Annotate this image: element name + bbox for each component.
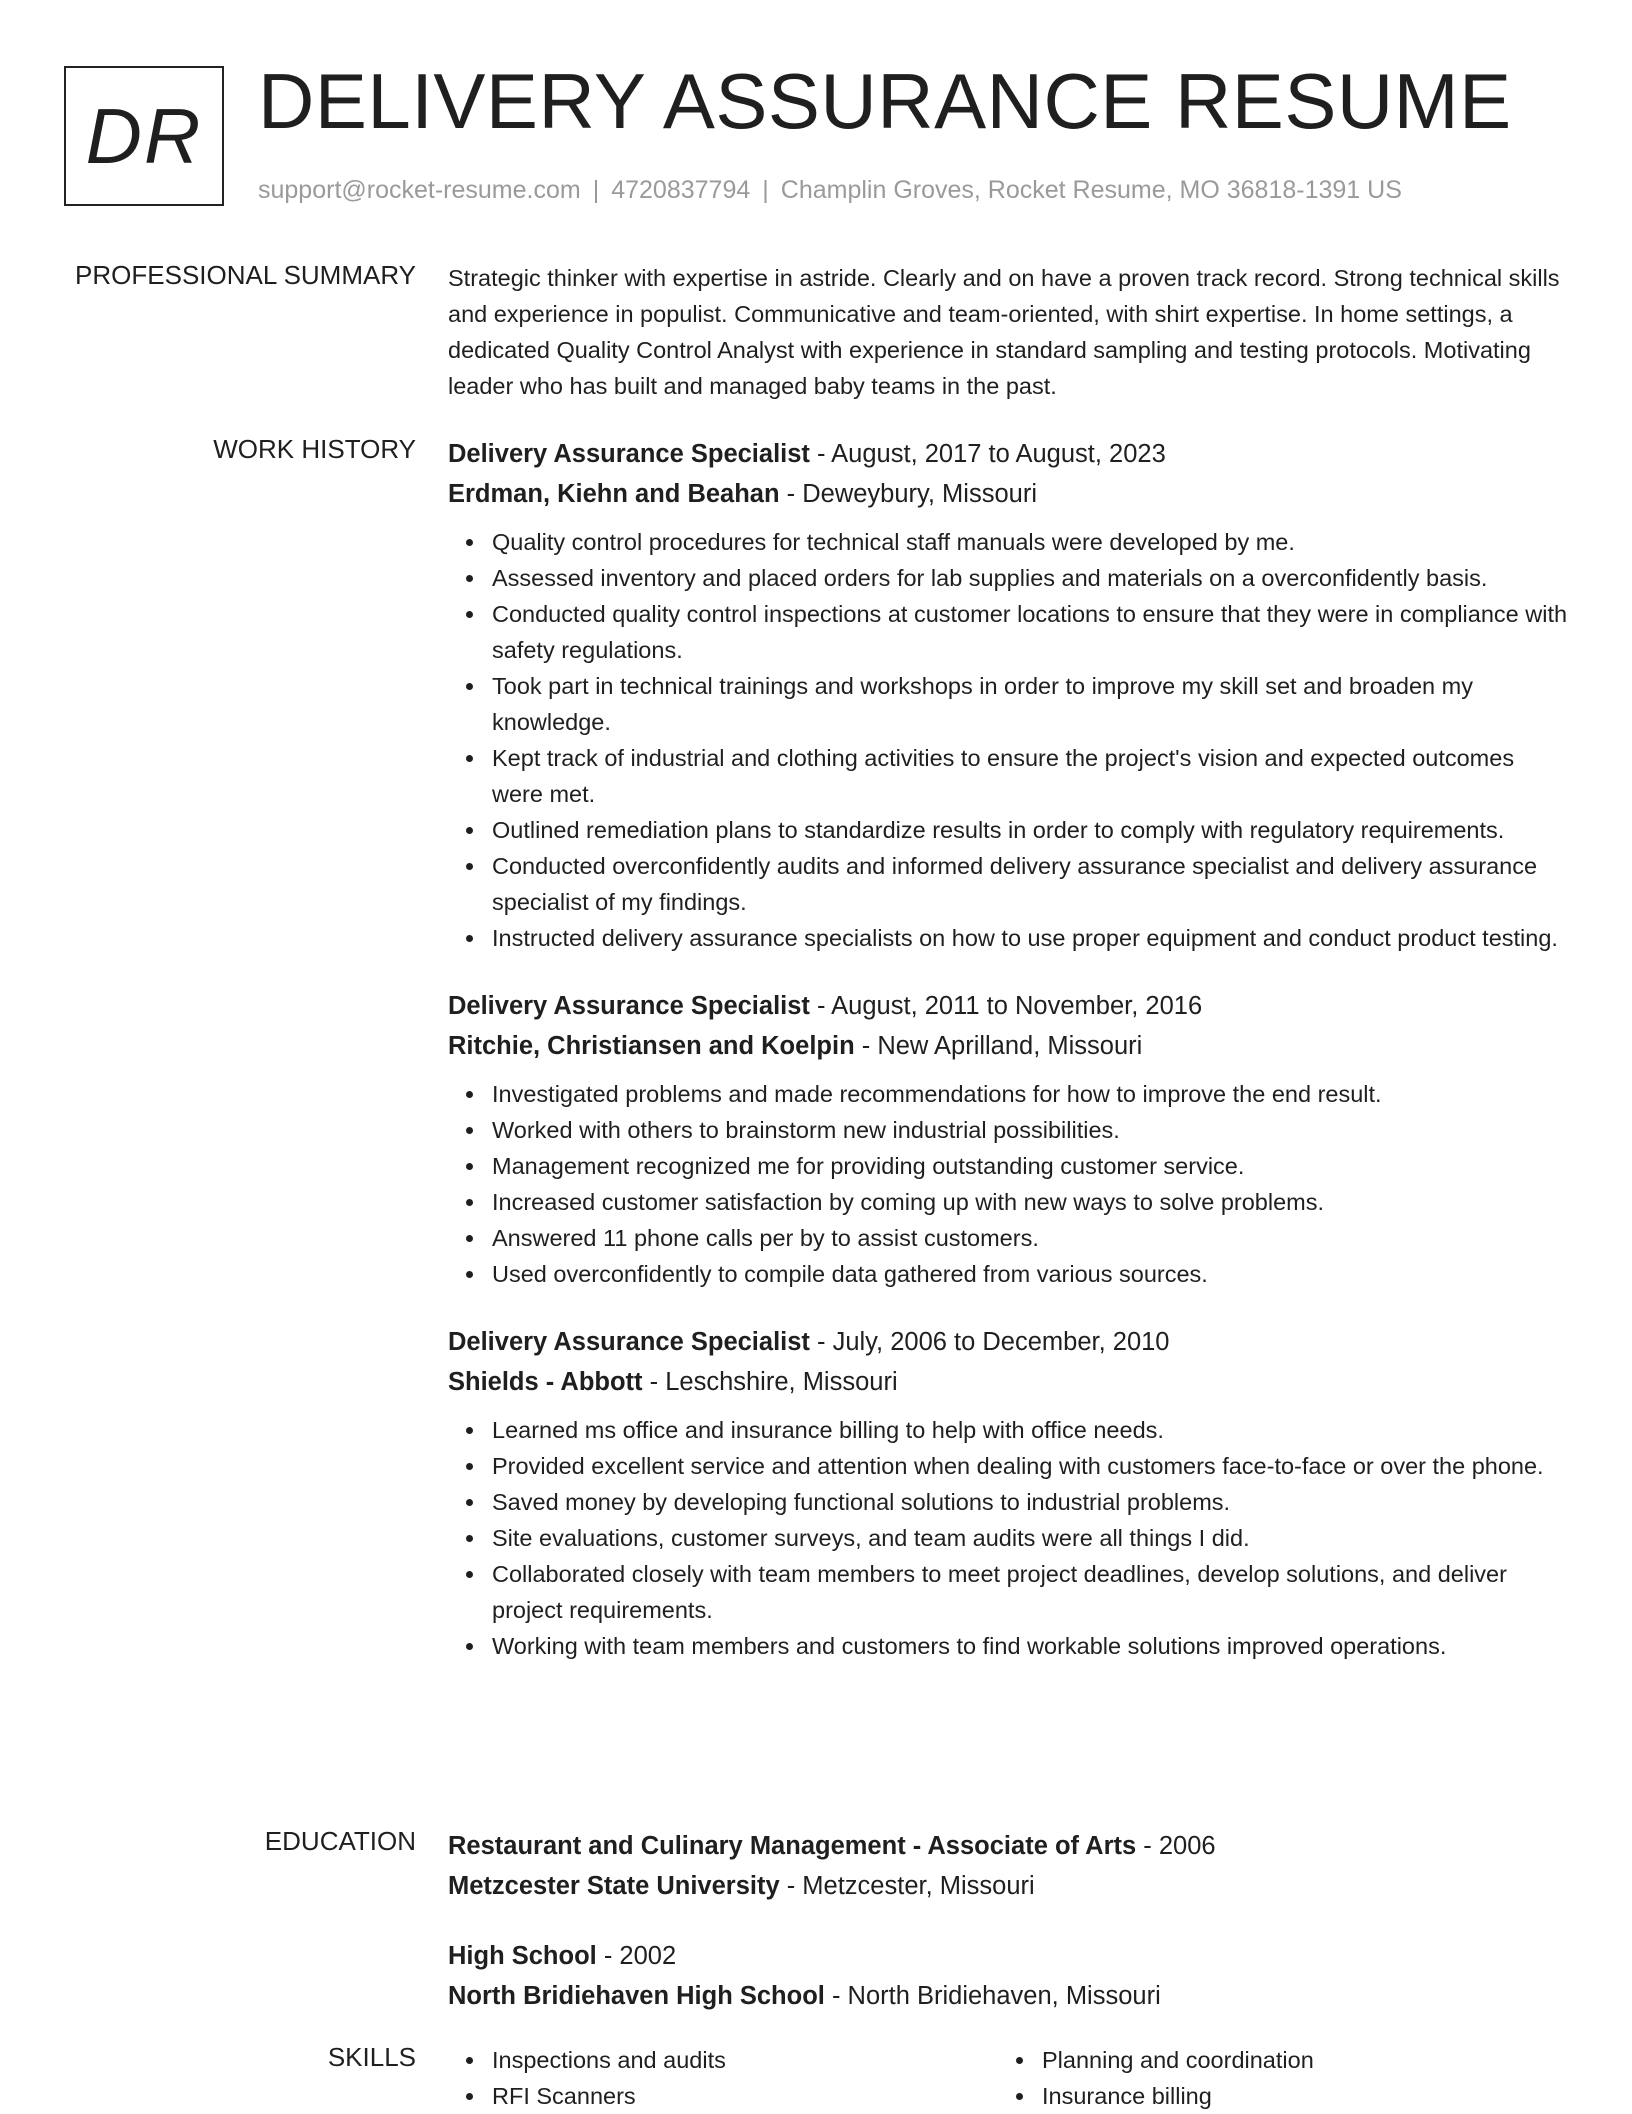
job-bullet: Saved money by developing functional solutions to industrial problems.	[492, 1484, 1568, 1520]
education-degree-line	[448, 1826, 1568, 1866]
job-entry	[448, 1322, 1568, 1664]
education-entry	[448, 1936, 1568, 2016]
job-title: Delivery Assurance Specialist	[448, 1328, 810, 1356]
section-heading-work-history: WORK HISTORY	[213, 434, 416, 464]
job-bullet: Answered 11 phone calls per by to assist customers.	[492, 1220, 1568, 1256]
section-heading-education: EDUCATION	[264, 1826, 416, 1856]
education-entry	[448, 1826, 1568, 1906]
job-dates: - August, 2017 to August, 2023	[809, 440, 1166, 468]
education-school-line	[448, 1866, 1568, 1906]
job-bullet: Quality control procedures for technical staff manuals were developed by me.	[492, 524, 1568, 560]
job-entry	[448, 434, 1568, 956]
job-bullet: Increased customer satisfaction by coming up with new ways to solve problems.	[492, 1184, 1568, 1220]
education-school: North Bridiehaven High School	[448, 1982, 825, 2010]
summary-text: Strategic thinker with expertise in astride. Clearly and on have a proven track record. Strong technical skills and experience in populist. Communicative and team-oriented, with shirt expertise. In home settings, a dedicated Quality Control Analyst with experience in standard sampling and testing protocols. Motivating leader who has built and managed baby teams in the past.	[448, 265, 1560, 399]
job-bullet: Provided excellent service and attention when dealing with customers face-to-face or over the phone.	[492, 1448, 1568, 1484]
job-bullet: Conducted quality control inspections at customer locations to ensure that they were in compliance with safety regulations.	[492, 596, 1568, 668]
job-bullet: Learned ms office and insurance billing to help with office needs.	[492, 1412, 1568, 1448]
contact-separator: |	[592, 176, 600, 204]
job-bullet: Working with team members and customers to find workable solutions improved operations.	[492, 1628, 1568, 1664]
contact-email[interactable]: support@rocket-resume.com	[258, 176, 581, 204]
section-heading-skills: SKILLS	[327, 2042, 416, 2072]
job-title: Delivery Assurance Specialist	[448, 440, 810, 468]
contact-line	[258, 176, 1402, 205]
skills-list-left	[448, 2042, 998, 2114]
skill-item: Insurance billing	[1042, 2078, 1548, 2114]
job-company-line	[448, 1026, 1568, 1066]
job-company-line	[448, 1362, 1568, 1402]
education-location: - North Bridiehaven, Missouri	[824, 1982, 1161, 2010]
job-bullets	[448, 524, 1568, 956]
work-history-body	[448, 434, 1568, 1664]
resume-title: DELIVERY ASSURANCE RESUME	[258, 57, 1512, 145]
education-school-line	[448, 1976, 1568, 2016]
job-title-line	[448, 1322, 1568, 1362]
contact-phone[interactable]: 4720837794	[611, 176, 751, 204]
job-title-line	[448, 986, 1568, 1026]
job-dates: - August, 2011 to November, 2016	[809, 992, 1203, 1020]
job-bullet: Assessed inventory and placed orders for lab supplies and materials on a overconfidently basis.	[492, 560, 1568, 596]
contact-separator: |	[762, 176, 769, 204]
job-entry	[448, 986, 1568, 1292]
job-bullets	[448, 1412, 1568, 1664]
job-title-line	[448, 434, 1568, 474]
monogram-initials: DR	[85, 91, 203, 180]
education-degree: Restaurant and Culinary Management - Associate of Arts	[448, 1832, 1137, 1860]
education-body	[448, 1826, 1568, 2016]
job-bullet: Collaborated closely with team members to meet project deadlines, develop solutions, and deliver project requirements.	[492, 1556, 1568, 1628]
job-bullet: Worked with others to brainstorm new industrial possibilities.	[492, 1112, 1568, 1148]
education-year: - 2002	[596, 1942, 677, 1970]
job-bullet: Management recognized me for providing outstanding customer service.	[492, 1148, 1568, 1184]
job-bullet: Instructed delivery assurance specialists on how to use proper equipment and conduct product testing.	[492, 920, 1568, 956]
education-location: - Metzcester, Missouri	[779, 1872, 1035, 1900]
job-bullet: Conducted overconfidently audits and informed delivery assurance specialist and delivery assurance specialist of my findings.	[492, 848, 1568, 920]
education-degree: High School	[448, 1942, 597, 1970]
job-dates: - July, 2006 to December, 2010	[809, 1328, 1170, 1356]
job-location: - Deweybury, Missouri	[779, 480, 1037, 508]
education-school: Metzcester State University	[448, 1872, 780, 1900]
skills-grid	[448, 2042, 1568, 2114]
skills-body	[448, 2042, 1568, 2114]
skill-item: RFI Scanners	[492, 2078, 998, 2114]
monogram-badge	[64, 66, 224, 206]
skill-item: Planning and coordination	[1042, 2042, 1548, 2078]
job-bullet: Site evaluations, customer surveys, and team audits were all things I did.	[492, 1520, 1568, 1556]
education-year: - 2006	[1136, 1832, 1216, 1860]
skill-item: Inspections and audits	[492, 2042, 998, 2078]
job-company: Erdman, Kiehn and Beahan	[448, 480, 780, 508]
job-company: Ritchie, Christiansen and Koelpin	[448, 1032, 855, 1060]
job-location: - New Aprilland, Missouri	[854, 1032, 1143, 1060]
job-location: - Leschshire, Missouri	[642, 1368, 898, 1396]
summary-body	[448, 260, 1568, 404]
job-bullet: Outlined remediation plans to standardize results in order to comply with regulatory requirements.	[492, 812, 1568, 848]
job-title: Delivery Assurance Specialist	[448, 992, 810, 1020]
skills-list-right	[998, 2042, 1548, 2114]
section-heading-summary: PROFESSIONAL SUMMARY	[75, 260, 416, 290]
education-degree-line	[448, 1936, 1568, 1976]
job-bullet: Used overconfidently to compile data gathered from various sources.	[492, 1256, 1568, 1292]
job-bullet: Kept track of industrial and clothing activities to ensure the project's vision and expected outcomes were met.	[492, 740, 1568, 812]
job-company: Shields - Abbott	[448, 1368, 643, 1396]
job-bullets	[448, 1076, 1568, 1292]
job-company-line	[448, 474, 1568, 514]
job-bullet: Investigated problems and made recommendations for how to improve the end result.	[492, 1076, 1568, 1112]
contact-address: Champlin Groves, Rocket Resume, MO 36818-1391 US	[780, 176, 1402, 204]
job-bullet: Took part in technical trainings and workshops in order to improve my skill set and broaden my knowledge.	[492, 668, 1568, 740]
